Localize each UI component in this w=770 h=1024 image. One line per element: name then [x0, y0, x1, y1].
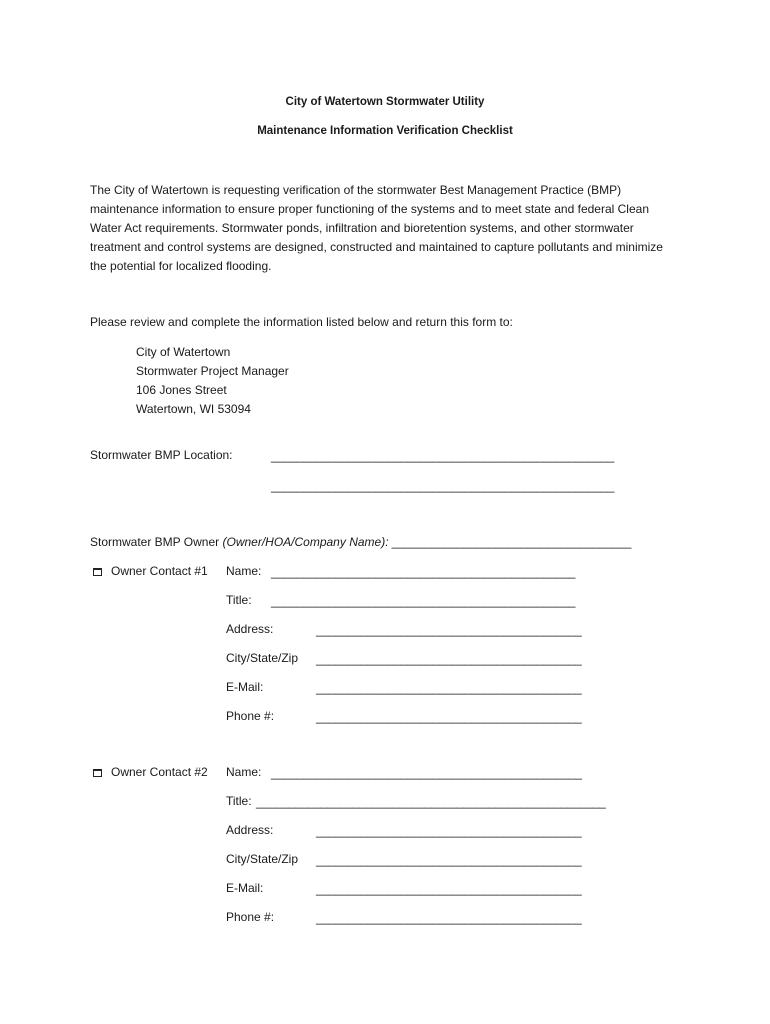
return-address	[136, 343, 289, 419]
contact2-name-field[interactable]: ________________________________________________	[271, 766, 582, 780]
bmp-owner-field[interactable]: _____________________________________	[388, 535, 632, 549]
contact2-title-label: Title:	[226, 794, 252, 808]
contact1-name-label: Name:	[226, 564, 262, 578]
contact1-checkbox[interactable]	[93, 568, 102, 576]
contact1-title-label: Title:	[226, 593, 252, 607]
bmp-location-label: Stormwater BMP Location:	[90, 448, 233, 462]
contact1-city-field[interactable]: _________________________________________	[316, 652, 582, 666]
contact1-address-field[interactable]: _________________________________________	[316, 623, 582, 637]
address-line: 106 Jones Street	[136, 383, 227, 397]
bmp-owner-label-italic: (Owner/HOA/Company Name):	[222, 535, 389, 549]
contact2-city-label: City/State/Zip	[226, 852, 299, 866]
contact2-email-field[interactable]: _________________________________________	[316, 882, 582, 896]
contact2-city-field[interactable]: _________________________________________	[316, 853, 582, 867]
contact2-phone-label: Phone #:	[226, 910, 275, 924]
address-line: Stormwater Project Manager	[136, 364, 289, 378]
contact1-label: Owner Contact #1	[111, 564, 208, 578]
contact2-title-field[interactable]: ______________________________________________________	[256, 795, 606, 809]
contact2-label: Owner Contact #2	[111, 765, 208, 779]
contact1-phone-label: Phone #:	[226, 709, 275, 723]
bmp-location-field-1[interactable]: _____________________________________________________	[271, 449, 615, 463]
bmp-owner-label: Stormwater BMP Owner	[90, 535, 223, 549]
bmp-owner-row	[90, 535, 631, 549]
contact2-name-label: Name:	[226, 765, 262, 779]
address-line: Watertown, WI 53094	[136, 402, 251, 416]
document-title: City of Watertown Stormwater Utility	[285, 96, 485, 108]
contact1-address-label: Address:	[226, 622, 274, 636]
intro-paragraph: The City of Watertown is requesting verification of the stormwater Best Management Practice (BMP) maintenance information to ensure proper functioning of the systems and to meet state and federal Clean Water Act requirements. Stormwater ponds, infiltration and bioretention systems, and other stormwater treatment and control systems are designed, constructed and maintained to capture pollutants and minimize the potential for localized flooding.	[90, 183, 663, 273]
contact1-phone-field[interactable]: _________________________________________	[316, 710, 582, 724]
contact2-email-label: E-Mail:	[226, 881, 264, 895]
contact1-title-field[interactable]: _______________________________________________	[271, 594, 576, 608]
contact1-email-label: E-Mail:	[226, 680, 264, 694]
contact2-address-field[interactable]: _________________________________________	[316, 824, 582, 838]
document-subtitle: Maintenance Information Verification Checklist	[257, 125, 513, 137]
instructions-text: Please review and complete the information listed below and return this form to:	[90, 315, 513, 329]
address-line: City of Watertown	[136, 345, 231, 359]
contact2-address-label: Address:	[226, 823, 274, 837]
contact2-phone-field[interactable]: _________________________________________	[316, 911, 582, 925]
contact2-checkbox[interactable]	[93, 769, 102, 777]
contact1-city-label: City/State/Zip	[226, 651, 299, 665]
contact1-name-field[interactable]: _______________________________________________	[271, 565, 576, 579]
contact1-email-field[interactable]: _________________________________________	[316, 681, 582, 695]
bmp-location-field-2[interactable]: _____________________________________________________	[271, 479, 615, 493]
